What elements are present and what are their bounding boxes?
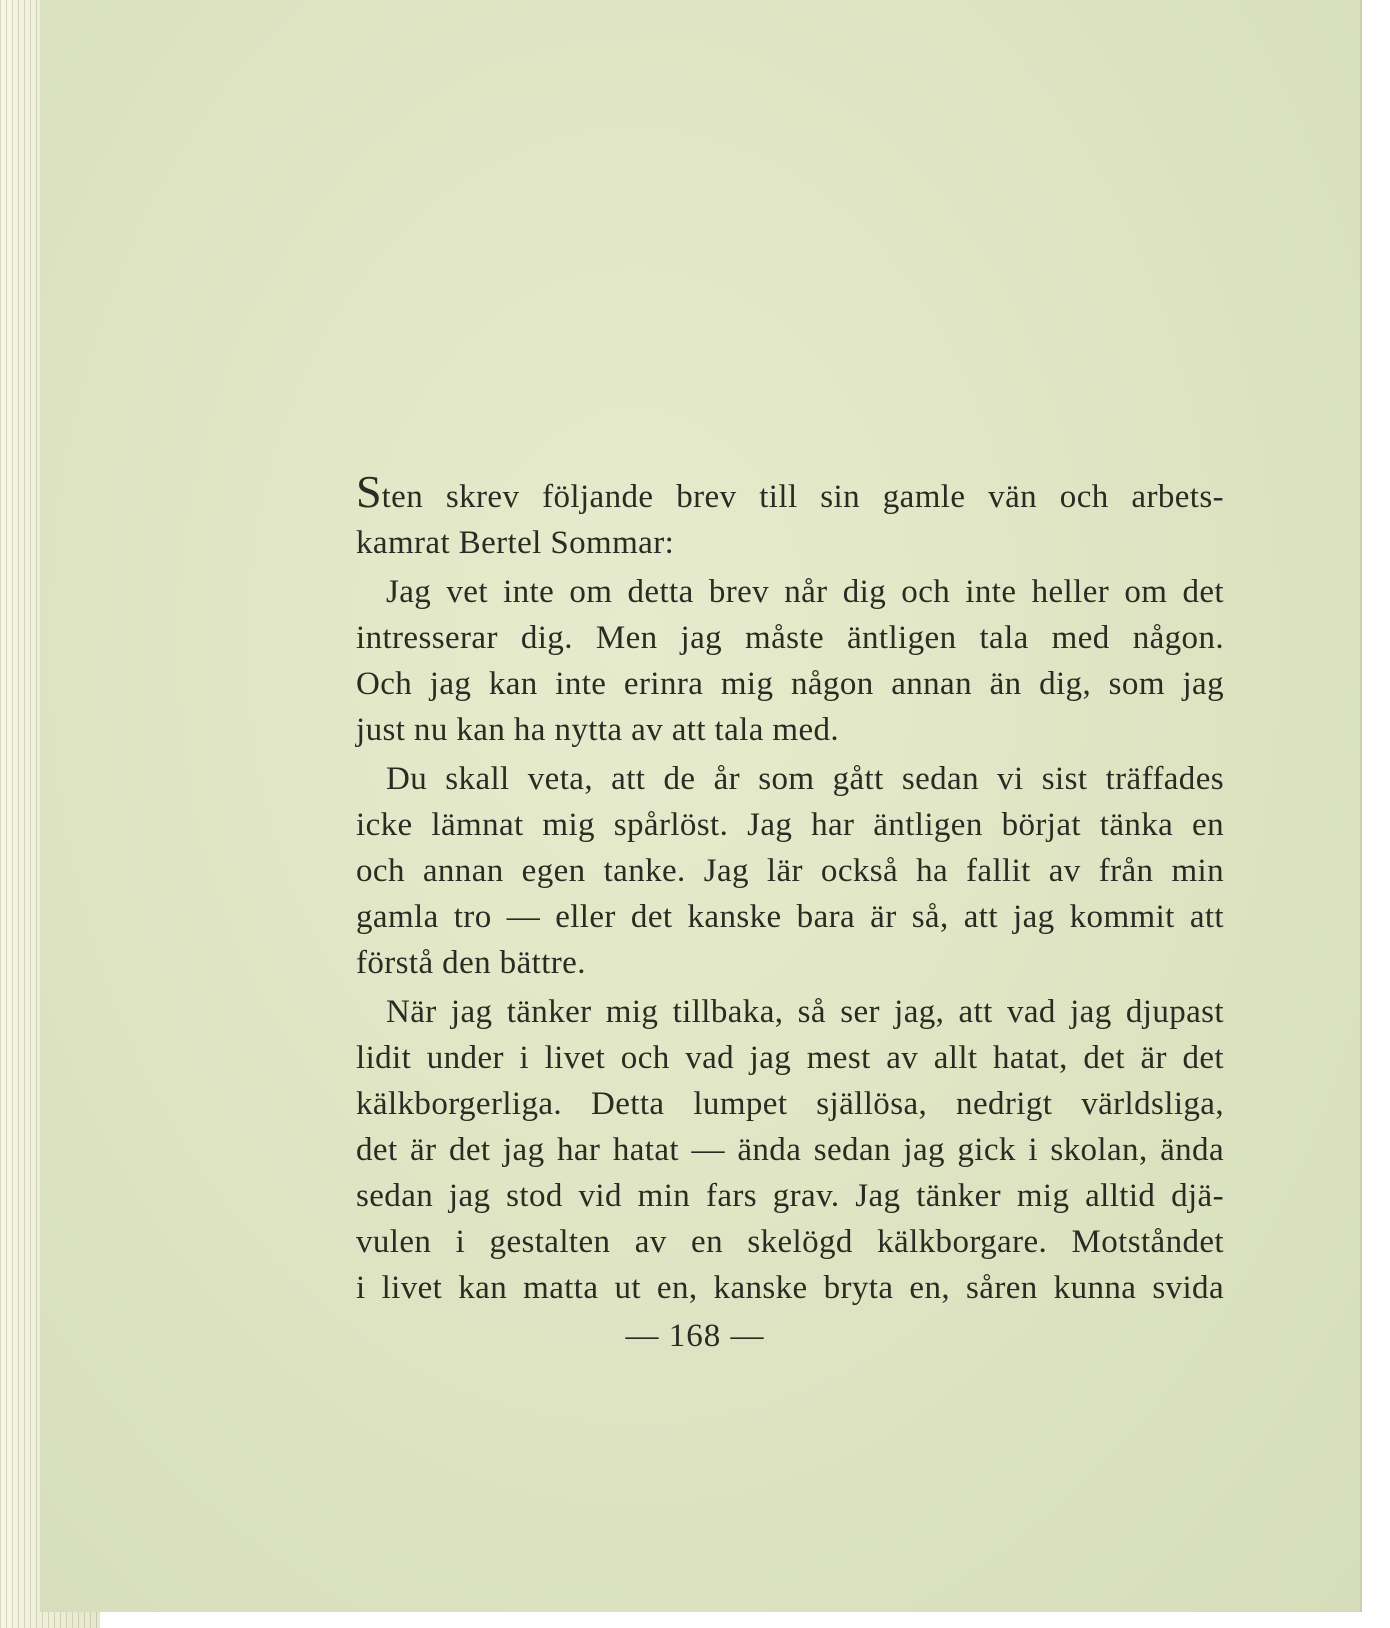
- text-line: Och jag kan inte erinra mig någon annan än dig, som jag: [356, 666, 1224, 702]
- drop-letter: S: [356, 466, 382, 517]
- page-number: — 168 —: [625, 1318, 765, 1354]
- text-line: intresserar dig. Men jag måste äntligen tala med någon.: [356, 620, 1224, 656]
- text-line: Jag vet inte om detta brev når dig och inte heller om det: [386, 574, 1224, 610]
- text-line: det är det jag har hatat — ända sedan jag gick i skolan, ända: [356, 1132, 1224, 1168]
- text-line: Sten skrev följande brev till sin gamle vän och arbets-: [356, 466, 1224, 517]
- text-line: gamla tro — eller det kanske bara är så, att jag kommit att: [356, 899, 1224, 935]
- text-line: förstå den bättre.: [356, 945, 586, 981]
- text-line: Du skall veta, att de år som gått sedan vi sist träffades: [386, 761, 1224, 797]
- text-line: icke lämnat mig spårlöst. Jag har äntligen börjat tänka en: [356, 807, 1224, 843]
- text-line: och annan egen tanke. Jag lär också ha fallit av från min: [356, 853, 1224, 889]
- text-line: just nu kan ha nytta av att tala med.: [356, 712, 840, 748]
- text-line: i livet kan matta ut en, kanske bryta en, såren kunna svida: [356, 1270, 1224, 1306]
- text-line: sedan jag stod vid min fars grav. Jag tänker mig alltid djä-: [356, 1178, 1224, 1214]
- text-line: kälkborgerliga. Detta lumpet själlösa, nedrigt världsliga,: [356, 1086, 1224, 1122]
- body-text: [356, 466, 1224, 1311]
- text-line: lidit under i livet och vad jag mest av allt hatat, det är det: [356, 1040, 1224, 1076]
- text-line: kamrat Bertel Sommar:: [356, 525, 675, 561]
- text-line: När jag tänker mig tillbaka, så ser jag, att vad jag djupast: [386, 994, 1224, 1030]
- text-line: vulen i gestalten av en skelögd kälkborgare. Motståndet: [356, 1224, 1224, 1260]
